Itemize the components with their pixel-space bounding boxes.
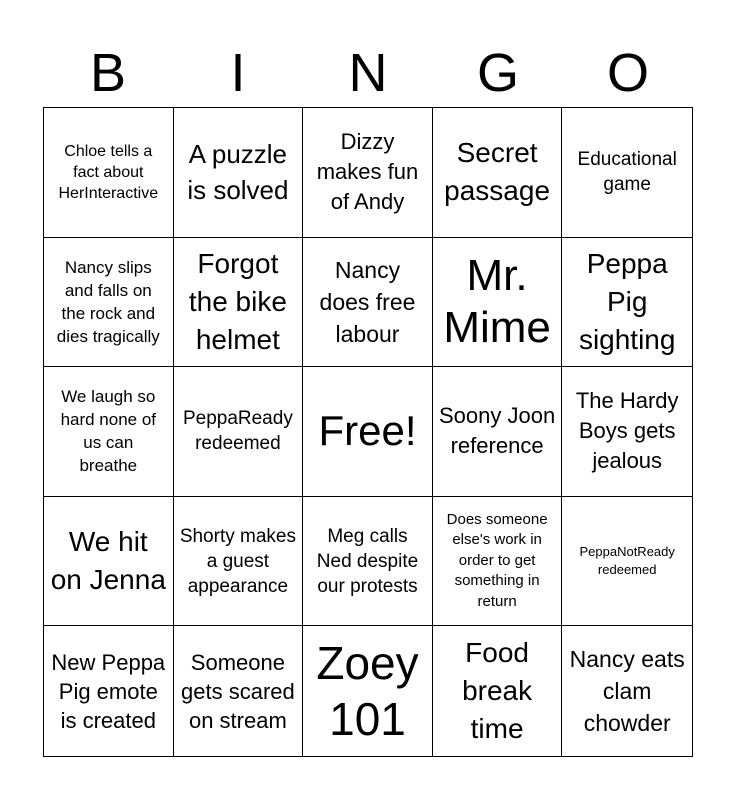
cell-text: Nancy slips and falls on the rock and dies tragically xyxy=(56,257,160,346)
cell-text: PeppaReady redeemed xyxy=(182,408,293,455)
bingo-cell[interactable] xyxy=(433,626,563,756)
bingo-cell[interactable] xyxy=(44,238,174,368)
cell-text: We hit on Jenna xyxy=(50,526,166,596)
bingo-cell[interactable] xyxy=(174,497,304,627)
bingo-cell[interactable] xyxy=(562,367,692,497)
cell-text: We laugh so hard none of us can breathe xyxy=(60,387,157,476)
cell-text: New Peppa Pig emote is created xyxy=(51,649,166,733)
cell-text: Forgot the bike helmet xyxy=(188,247,287,355)
bingo-cell[interactable] xyxy=(174,108,304,238)
bingo-cell[interactable] xyxy=(433,108,563,238)
header-letter-n: N xyxy=(348,43,388,103)
bingo-cell[interactable] xyxy=(562,497,692,627)
bingo-cell[interactable] xyxy=(174,626,304,756)
bingo-cell[interactable] xyxy=(562,108,692,238)
bingo-cell[interactable] xyxy=(44,497,174,627)
cell-text: Does someone else's work in order to get something in return xyxy=(446,510,548,610)
bingo-cell[interactable] xyxy=(433,367,563,497)
bingo-cell[interactable] xyxy=(562,626,692,756)
cell-text: PeppaNotReady redeemed xyxy=(579,544,675,578)
bingo-cell[interactable] xyxy=(303,497,433,627)
bingo-cell[interactable] xyxy=(44,367,174,497)
bingo-cell[interactable] xyxy=(303,108,433,238)
bingo-cell[interactable] xyxy=(303,367,433,497)
cell-text: Mr. Mime xyxy=(443,250,551,352)
bingo-grid xyxy=(43,107,693,757)
header-letter-o: O xyxy=(606,43,649,103)
cell-text: Shorty makes a guest appearance xyxy=(179,525,296,597)
cell-text: Nancy eats clam chowder xyxy=(569,646,685,737)
bingo-cell[interactable] xyxy=(303,626,433,756)
header-letter-i: I xyxy=(230,43,246,103)
bingo-cell[interactable] xyxy=(44,626,174,756)
cell-text: Food break time xyxy=(462,637,533,745)
bingo-cell[interactable] xyxy=(174,367,304,497)
cell-text: The Hardy Boys gets jealous xyxy=(575,388,679,474)
bingo-header xyxy=(43,38,693,108)
bingo-cell[interactable] xyxy=(174,238,304,368)
cell-text: Dizzy makes fun of Andy xyxy=(316,129,419,215)
cell-text: Zoey 101 xyxy=(316,637,419,746)
cell-text: Secret passage xyxy=(444,137,551,207)
cell-text: Peppa Pig sighting xyxy=(578,247,676,355)
bingo-cell[interactable] xyxy=(433,238,563,368)
cell-text: A puzzle is solved xyxy=(187,139,289,206)
header-letter-b: B xyxy=(89,43,127,103)
bingo-cell[interactable] xyxy=(44,108,174,238)
cell-text: Educational game xyxy=(577,149,677,196)
cell-text: Meg calls Ned despite our protests xyxy=(316,525,419,597)
header-letter-g: G xyxy=(476,43,519,103)
bingo-cell[interactable] xyxy=(433,497,563,627)
cell-text: Nancy does free labour xyxy=(319,256,416,347)
cell-text: Free! xyxy=(318,407,417,455)
cell-text: Soony Joon reference xyxy=(438,403,556,459)
bingo-cell[interactable] xyxy=(562,238,692,368)
bingo-cell[interactable] xyxy=(303,238,433,368)
cell-text: Someone gets scared on stream xyxy=(181,649,295,733)
cell-text: Chloe tells a fact about HerInteractive xyxy=(58,142,159,202)
